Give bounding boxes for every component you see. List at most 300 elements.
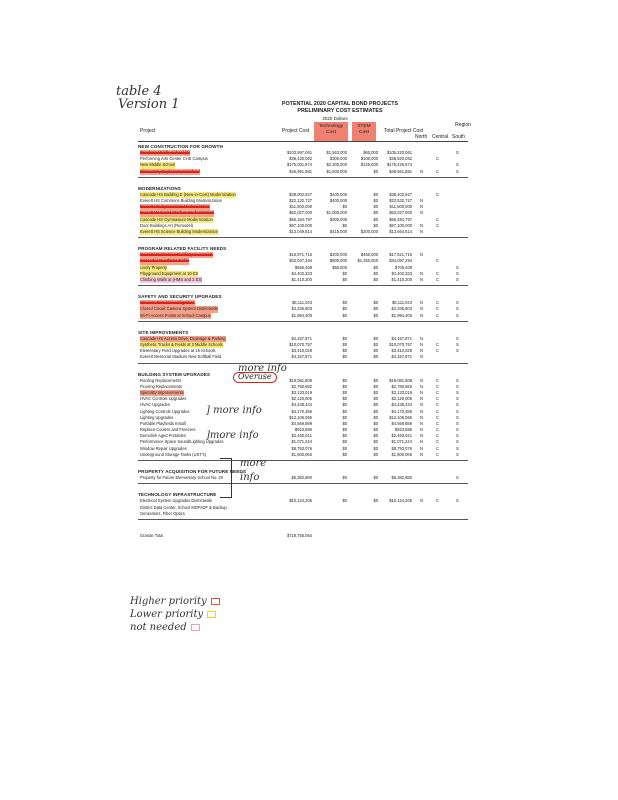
project-name-cell: Door Buildings Art (Remodel)	[140, 222, 194, 228]
total-cost-cell: $3,410,028	[391, 348, 412, 354]
priority-legend	[130, 595, 220, 634]
project-cost-cell: $4,438,434	[291, 402, 312, 408]
project-name-cell: Property for Future Elementary School No. 20	[140, 475, 224, 481]
region-central-cell: C	[436, 383, 439, 389]
technology-cost-cell: $400,000	[329, 197, 347, 203]
project-name-cell: Portable Playfields Install	[140, 420, 186, 426]
stem-cost-cell: $1,250,000	[357, 258, 378, 264]
region-north-cell: N	[420, 433, 423, 439]
total-cost-cell: $105,220,061	[386, 150, 412, 155]
dollars-note: 2020 Dollars	[322, 116, 348, 121]
section-rule	[138, 363, 468, 364]
project-name-cell: Everett HS Gymnasium Modernization	[140, 204, 210, 210]
technology-cost-cell: $415,000	[329, 228, 347, 234]
stem-cost-cell: $0	[373, 389, 378, 395]
project-cost-cell: $4,157,871	[291, 335, 312, 341]
total-cost-cell: $4,402,333	[391, 270, 412, 276]
region-south-cell: S	[456, 475, 459, 481]
stem-cost-cell: $0	[373, 168, 378, 174]
project-cost-cell: $175,001,874	[286, 162, 312, 168]
total-cost-cell: $706,408	[394, 264, 412, 270]
region-central-cell: C	[436, 377, 439, 383]
region-north-cell: N	[420, 389, 423, 395]
annotation-more-info-4: ]more info	[206, 430, 259, 441]
legend-label: Lower priority	[130, 609, 204, 620]
stem-cost-cell: $100,000	[360, 156, 378, 162]
region-north-cell: N	[420, 270, 423, 276]
total-cost-cell: $6,382,880	[391, 475, 412, 481]
technology-cost-cell: $200,000	[329, 252, 347, 258]
project-cost-cell: $6,111,043	[292, 300, 312, 306]
section-title: SITE IMPROVEMENTS	[138, 329, 189, 335]
column-header-technology-cost: Technology Cost	[314, 122, 348, 141]
table-section	[138, 143, 468, 178]
total-cost-cell: $48,561,881	[389, 168, 412, 174]
stem-cost-cell: $0	[373, 335, 378, 341]
project-cost-cell: $1,994,400	[291, 312, 312, 318]
technology-cost-cell: $0	[342, 300, 347, 306]
project-name-cell: HVAC Controls Upgrades	[140, 396, 187, 402]
technology-cost-cell: $50,000	[332, 264, 347, 270]
column-header-stem-cost: STEM Cost	[352, 122, 376, 141]
technology-cost-cell: $0	[342, 204, 347, 210]
stem-cost-cell: $0	[373, 427, 378, 433]
project-name-cell: Window Repair Upgrades	[140, 445, 187, 451]
column-header-total-project-cost: Total Project Cost	[384, 128, 424, 134]
annotation-more-info-3: ] more info	[206, 405, 262, 416]
region-central-cell: C	[436, 451, 439, 457]
region-south-cell: S	[456, 341, 459, 347]
technology-cost-cell: $0	[342, 414, 347, 420]
section-title: BUILDING SYSTEM UPGRADES	[138, 371, 211, 377]
total-cost-cell: $4,157,871	[391, 335, 412, 341]
section-rule	[138, 321, 468, 322]
legend-item	[130, 621, 220, 634]
annotation-overuse: Overuse	[238, 372, 272, 381]
technology-cost-cell: $0	[342, 420, 347, 426]
technology-cost-cell: $1,600,000	[326, 168, 347, 174]
region-south-cell: S	[456, 383, 459, 389]
region-central-cell: C	[436, 222, 439, 228]
table-row	[138, 313, 468, 319]
stem-cost-cell: $125,000	[360, 162, 378, 168]
region-central-cell: C	[436, 389, 439, 395]
section-rule	[138, 237, 468, 238]
technology-cost-cell: $0	[342, 354, 347, 360]
technology-cost-cell: $1,000,000	[326, 210, 347, 216]
total-cost-cell: $2,760,682	[391, 383, 412, 389]
region-south-cell: S	[456, 427, 459, 433]
total-cost-cell: $4,170,486	[391, 408, 412, 414]
stem-cost-cell: $0	[373, 408, 378, 414]
project-cost-cell: $62,027,000	[289, 210, 312, 216]
project-cost-cell: $2,760,682	[291, 383, 312, 389]
region-south-cell: S	[456, 312, 459, 318]
total-cost-cell: $2,460,041	[391, 433, 412, 439]
region-central-cell: C	[436, 396, 439, 402]
document-subtitle: PRELIMINARY COST ESTIMATES	[297, 108, 383, 114]
region-central-cell: C	[436, 348, 439, 354]
region-north-cell: N	[420, 300, 423, 306]
technology-cost-cell: $0	[342, 439, 347, 445]
region-central-cell: C	[436, 498, 439, 504]
technology-cost-cell: $0	[342, 445, 347, 451]
region-south-cell: S	[456, 414, 459, 420]
table-row	[138, 354, 468, 360]
technology-cost-cell: $0	[342, 389, 347, 395]
region-central-cell: C	[436, 427, 439, 433]
legend-item	[130, 595, 220, 608]
project-name-cell: Climbing Walls at (HMS and 3 ES)	[140, 276, 203, 282]
region-north-cell: N	[420, 396, 423, 402]
stem-cost-cell: $0	[373, 341, 378, 347]
total-cost-cell: $17,621,716	[389, 252, 412, 258]
technology-cost-cell: $0	[342, 222, 347, 228]
project-cost-cell: $19,081,808	[289, 377, 312, 383]
column-header-project: Project	[140, 128, 156, 134]
annotation-more-info-1: more info	[238, 363, 287, 374]
total-cost-cell: $11,500,000	[389, 204, 412, 210]
project-name-cell: Cascade HS Access Drive, Drainage & Parking	[140, 335, 226, 341]
technology-cost-cell: $0	[342, 451, 347, 457]
stem-cost-cell: $0	[373, 396, 378, 402]
project-name-cell: Demolish Aged Portables	[140, 433, 186, 439]
region-south-cell: S	[456, 402, 459, 408]
total-cost-cell: $1,410,200	[391, 276, 412, 282]
table-row	[138, 475, 468, 481]
region-central-cell: C	[436, 306, 439, 312]
annotation-bracket	[220, 458, 232, 498]
version-label-handwritten: Version 1	[118, 97, 180, 112]
project-cost-cell: $2,120,005	[291, 396, 312, 402]
total-cost-cell: $3,133,019	[391, 389, 412, 395]
stem-cost-cell: $0	[373, 210, 378, 216]
total-cost-cell: $66,484,797	[389, 216, 412, 222]
project-cost-cell: $3,133,019	[291, 389, 312, 395]
region-north-cell: N	[420, 210, 423, 216]
total-cost-cell: $1,500,066	[391, 451, 412, 457]
region-north-cell: N	[420, 197, 423, 203]
stem-cost-cell: $0	[373, 306, 378, 312]
technology-cost-cell: $0	[342, 383, 347, 389]
total-cost-cell: $34,097,294	[389, 258, 412, 264]
stem-cost-cell: $0	[373, 498, 378, 504]
project-cost-cell: $10,070,757	[289, 341, 312, 347]
project-name-cell: Flooring Replacements	[140, 383, 183, 389]
total-cost-cell: $38,820,062	[389, 156, 412, 162]
project-name-cell: Wi-Fi Access Points at School Campus	[140, 312, 211, 318]
project-cost-cell: $16,971,716	[289, 252, 312, 258]
project-name-cell: Lighting Upgrades	[140, 414, 174, 420]
stem-cost-cell: $200,000	[360, 228, 378, 234]
technology-cost-cell: $300,000	[329, 216, 347, 222]
table-row	[138, 452, 468, 458]
technology-cost-cell: $0	[342, 433, 347, 439]
stem-cost-cell: $0	[373, 222, 378, 228]
stem-cost-cell: $0	[373, 354, 378, 360]
region-north-cell: N	[420, 228, 423, 234]
region-north-cell: N	[420, 420, 423, 426]
project-name-cell: Cascade HS Athletic Fields	[140, 258, 190, 264]
total-cost-cell: $12,106,066	[389, 414, 412, 420]
region-central-cell: C	[436, 300, 439, 306]
region-central-cell: C	[436, 312, 439, 318]
region-central-cell: C	[436, 414, 439, 420]
total-cost-cell: $4,157,871	[391, 354, 412, 360]
project-name-cell: Cascade HS Gymnasium Modernization	[140, 216, 213, 222]
project-cost-cell: $32,047,294	[289, 258, 312, 264]
annotation-more-label: more	[240, 458, 267, 469]
project-cost-cell: $10,124,205	[289, 498, 312, 504]
legend-swatch	[211, 598, 220, 605]
project-cost-cell: $6,382,880	[291, 475, 312, 481]
table-section	[138, 371, 468, 461]
project-name-cell: Closed Circuit Camera System Districtwide	[140, 306, 219, 312]
project-name-cell: Everett HS Commons Building Modernization	[140, 197, 223, 203]
region-south-cell: S	[456, 300, 459, 306]
region-south-cell: S	[456, 498, 459, 504]
total-cost-cell: $1,994,400	[391, 312, 412, 318]
project-name-cell: Elementary Field Upgrades at 19 Schools	[140, 348, 216, 354]
project-name-cell: Everett Memorial Stadium New Softball Field	[140, 354, 222, 360]
stem-cost-cell: $0	[373, 300, 378, 306]
project-name-cell: Performing Arts Center CHS Campus	[140, 156, 208, 162]
region-central-cell: C	[436, 276, 439, 282]
technology-cost-cell: $0	[342, 377, 347, 383]
section-rule	[138, 483, 468, 484]
stem-cost-cell: $0	[373, 433, 378, 439]
region-north-cell: N	[420, 445, 423, 451]
legend-swatch	[191, 624, 200, 631]
region-north-cell: N	[420, 222, 423, 228]
technology-cost-cell: $0	[342, 270, 347, 276]
project-name-cell: Underground Storage Tanks (UST's)	[140, 451, 207, 457]
section-title: SAFETY AND SECURITY UPGRADES	[138, 294, 222, 300]
stem-cost-cell: $0	[373, 276, 378, 282]
stem-cost-cell: $0	[373, 402, 378, 408]
project-name-cell: HVAC Upgrades	[140, 402, 170, 408]
region-central-cell: C	[436, 258, 439, 264]
project-name-cell: Everett HS Practice Field Improvements	[140, 252, 213, 258]
total-cost-cell: $38,402,927	[389, 191, 412, 197]
total-cost-cell: $4,335,803	[391, 306, 412, 312]
grand-total-label: Grande Total	[140, 533, 164, 538]
project-name-cell: Electrical System Upgrades Districtwide	[140, 498, 213, 504]
table-label-handwritten: table 4	[116, 84, 162, 99]
stem-cost-cell: $0	[373, 204, 378, 210]
region-north-cell: N	[420, 427, 423, 433]
project-name-cell: Specialty Improvements	[140, 389, 184, 395]
project-cost-cell: $1,071,244	[291, 439, 312, 445]
column-header-south: South	[452, 134, 466, 140]
total-cost-cell: $10,070,757	[389, 341, 412, 347]
project-name-cell: Gresham Middle School (3)	[140, 150, 190, 155]
region-central-cell: C	[436, 341, 439, 347]
technology-cost-cell: $1,563,000	[326, 150, 347, 155]
region-south-cell: S	[456, 389, 459, 395]
region-south-cell: S	[456, 439, 459, 445]
region-south-cell: S	[456, 377, 459, 383]
project-name-cell: Lively Property	[140, 264, 168, 270]
technology-cost-cell: $0	[342, 335, 347, 341]
table-section	[138, 245, 468, 286]
region-north-cell: N	[420, 306, 423, 312]
region-north-cell: N	[420, 335, 423, 341]
total-cost-cell: $67,100,000	[389, 222, 412, 228]
total-cost-cell: $4,569,889	[391, 420, 412, 426]
table-section	[138, 293, 468, 322]
section-rule	[138, 519, 468, 520]
region-north-cell: N	[420, 252, 423, 258]
project-name-cell: Generators, Fiber Optics	[140, 510, 185, 516]
project-cost-cell: $103,597,061	[286, 150, 312, 155]
region-central-cell: C	[436, 420, 439, 426]
region-south-cell: S	[456, 306, 459, 312]
technology-cost-cell: $400,000	[329, 191, 347, 197]
stem-cost-cell: $0	[373, 264, 378, 270]
project-cost-cell: $1,500,066	[291, 451, 312, 457]
region-central-cell: C	[436, 433, 439, 439]
region-south-cell: S	[456, 396, 459, 402]
stem-cost-cell: $0	[373, 216, 378, 222]
legend-label: not needed	[130, 622, 187, 633]
region-central-cell: C	[436, 191, 439, 197]
region-north-cell: N	[420, 408, 423, 414]
project-cost-cell: $923,886	[294, 427, 312, 433]
stem-cost-cell: $0	[373, 348, 378, 354]
section-rule	[138, 177, 468, 178]
region-south-cell: S	[456, 168, 459, 174]
total-cost-cell: $10,124,205	[389, 498, 412, 504]
stem-cost-cell: $0	[373, 191, 378, 197]
project-cost-cell: $8,793,076	[291, 445, 312, 451]
table-section	[138, 491, 468, 520]
technology-cost-cell: $0	[342, 498, 347, 504]
section-title: MODERNIZATIONS	[138, 185, 181, 191]
project-name-cell: Roofing Replacements	[140, 377, 182, 383]
section-title: NEW CONSTRUCTION FOR GROWTH	[138, 144, 223, 149]
total-cost-cell: $175,426,874	[386, 162, 412, 168]
table-section	[138, 468, 468, 484]
technology-cost-cell: $300,000	[329, 156, 347, 162]
region-north-cell: N	[420, 348, 423, 354]
table-section	[138, 329, 468, 364]
stem-cost-cell: $0	[373, 377, 378, 383]
stem-cost-cell: $0	[373, 439, 378, 445]
stem-cost-cell: $60,000	[363, 150, 378, 155]
stem-cost-cell: $0	[373, 270, 378, 276]
project-cost-cell: $4,402,333	[291, 270, 312, 276]
project-cost-cell: $66,184,797	[289, 216, 312, 222]
stem-cost-cell: $0	[373, 414, 378, 420]
project-cost-cell: $67,100,000	[289, 222, 312, 228]
section-rule	[138, 460, 468, 461]
technology-cost-cell: $800,000	[329, 258, 347, 264]
project-name-cell: Lighting Controls Upgrades	[140, 408, 190, 414]
project-name-cell: Elementary Replacement School	[140, 168, 200, 174]
project-cost-cell: $38,420,062	[289, 156, 312, 162]
legend-swatch	[207, 611, 216, 618]
project-cost-cell: $4,157,871	[291, 354, 312, 360]
total-cost-cell: $4,438,434	[391, 402, 412, 408]
technology-cost-cell: $0	[342, 348, 347, 354]
project-name-cell: Synthetic Tracks & Fields at 3 Middle Schools	[140, 341, 223, 347]
region-central-cell: C	[436, 168, 439, 174]
region-south-cell: S	[456, 445, 459, 451]
project-name-cell: Everett Memorial Stadium Modernization	[140, 210, 214, 216]
technology-cost-cell: $0	[342, 402, 347, 408]
technology-cost-cell: $0	[342, 475, 347, 481]
section-title: PROGRAM RELATED FACILITY NEEDS	[138, 246, 227, 252]
region-south-cell: S	[456, 348, 459, 354]
region-north-cell: N	[420, 168, 423, 174]
project-cost-cell: $2,460,041	[291, 433, 312, 439]
project-cost-cell: $13,049,514	[289, 228, 312, 234]
technology-cost-cell: $0	[342, 306, 347, 312]
stem-cost-cell: $0	[373, 445, 378, 451]
total-cost-cell: $22,532,727	[389, 197, 412, 203]
total-cost-cell: $8,793,076	[391, 445, 412, 451]
region-north-cell: N	[420, 498, 423, 504]
stem-cost-cell: $0	[373, 420, 378, 426]
stem-cost-cell: $0	[373, 451, 378, 457]
technology-cost-cell: $0	[342, 312, 347, 318]
region-north-cell: N	[420, 383, 423, 389]
region-north-cell: N	[420, 439, 423, 445]
annotation-info-label: info	[240, 472, 260, 483]
region-south-cell: S	[456, 264, 459, 270]
project-name-cell: Cascade HS Building E (New-in-Cost) Modernization	[140, 191, 236, 197]
total-cost-cell: $13,664,514	[389, 228, 412, 234]
total-cost-cell: $63,027,000	[389, 210, 412, 216]
column-header-central: Central	[432, 134, 449, 140]
column-header-project-cost: Project Cost	[282, 128, 310, 134]
stem-cost-cell: $0	[373, 383, 378, 389]
region-north-cell: N	[420, 341, 423, 347]
region-south-cell: S	[456, 451, 459, 457]
stem-cost-cell: $0	[373, 475, 378, 481]
region-central-cell: C	[436, 408, 439, 414]
section-rule	[138, 285, 468, 286]
project-cost-cell: $656,408	[294, 264, 312, 270]
region-central-cell: C	[436, 439, 439, 445]
section-title: TECHNOLOGY INFRASTRUCTURE	[138, 492, 217, 498]
total-cost-cell: $923,886	[394, 427, 412, 433]
region-south-cell: S	[456, 276, 459, 282]
region-central-cell: C	[436, 402, 439, 408]
project-cost-cell: $4,170,486	[291, 408, 312, 414]
table-section	[138, 185, 468, 238]
region-north-cell: N	[420, 402, 423, 408]
region-south-cell: S	[456, 162, 459, 168]
project-cost-cell: $4,335,803	[291, 306, 312, 312]
grand-total-value: $719,756,064	[286, 533, 312, 538]
region-north-cell: N	[420, 204, 423, 210]
technology-cost-cell: $0	[342, 408, 347, 414]
table-row	[138, 169, 468, 175]
project-cost-cell: $12,106,066	[289, 414, 312, 420]
region-central-cell: C	[436, 156, 439, 162]
region-south-cell: S	[456, 270, 459, 276]
stem-cost-cell: $0	[373, 197, 378, 203]
table-row	[138, 277, 468, 283]
project-name-cell: Intrusion Detection Integration	[140, 300, 195, 306]
total-cost-cell: $19,081,808	[389, 377, 412, 383]
technology-cost-cell: $0	[342, 427, 347, 433]
region-south-cell: S	[456, 433, 459, 439]
project-name-cell: Replace Coolers and Freezers	[140, 427, 196, 433]
technology-cost-cell: $0	[342, 396, 347, 402]
